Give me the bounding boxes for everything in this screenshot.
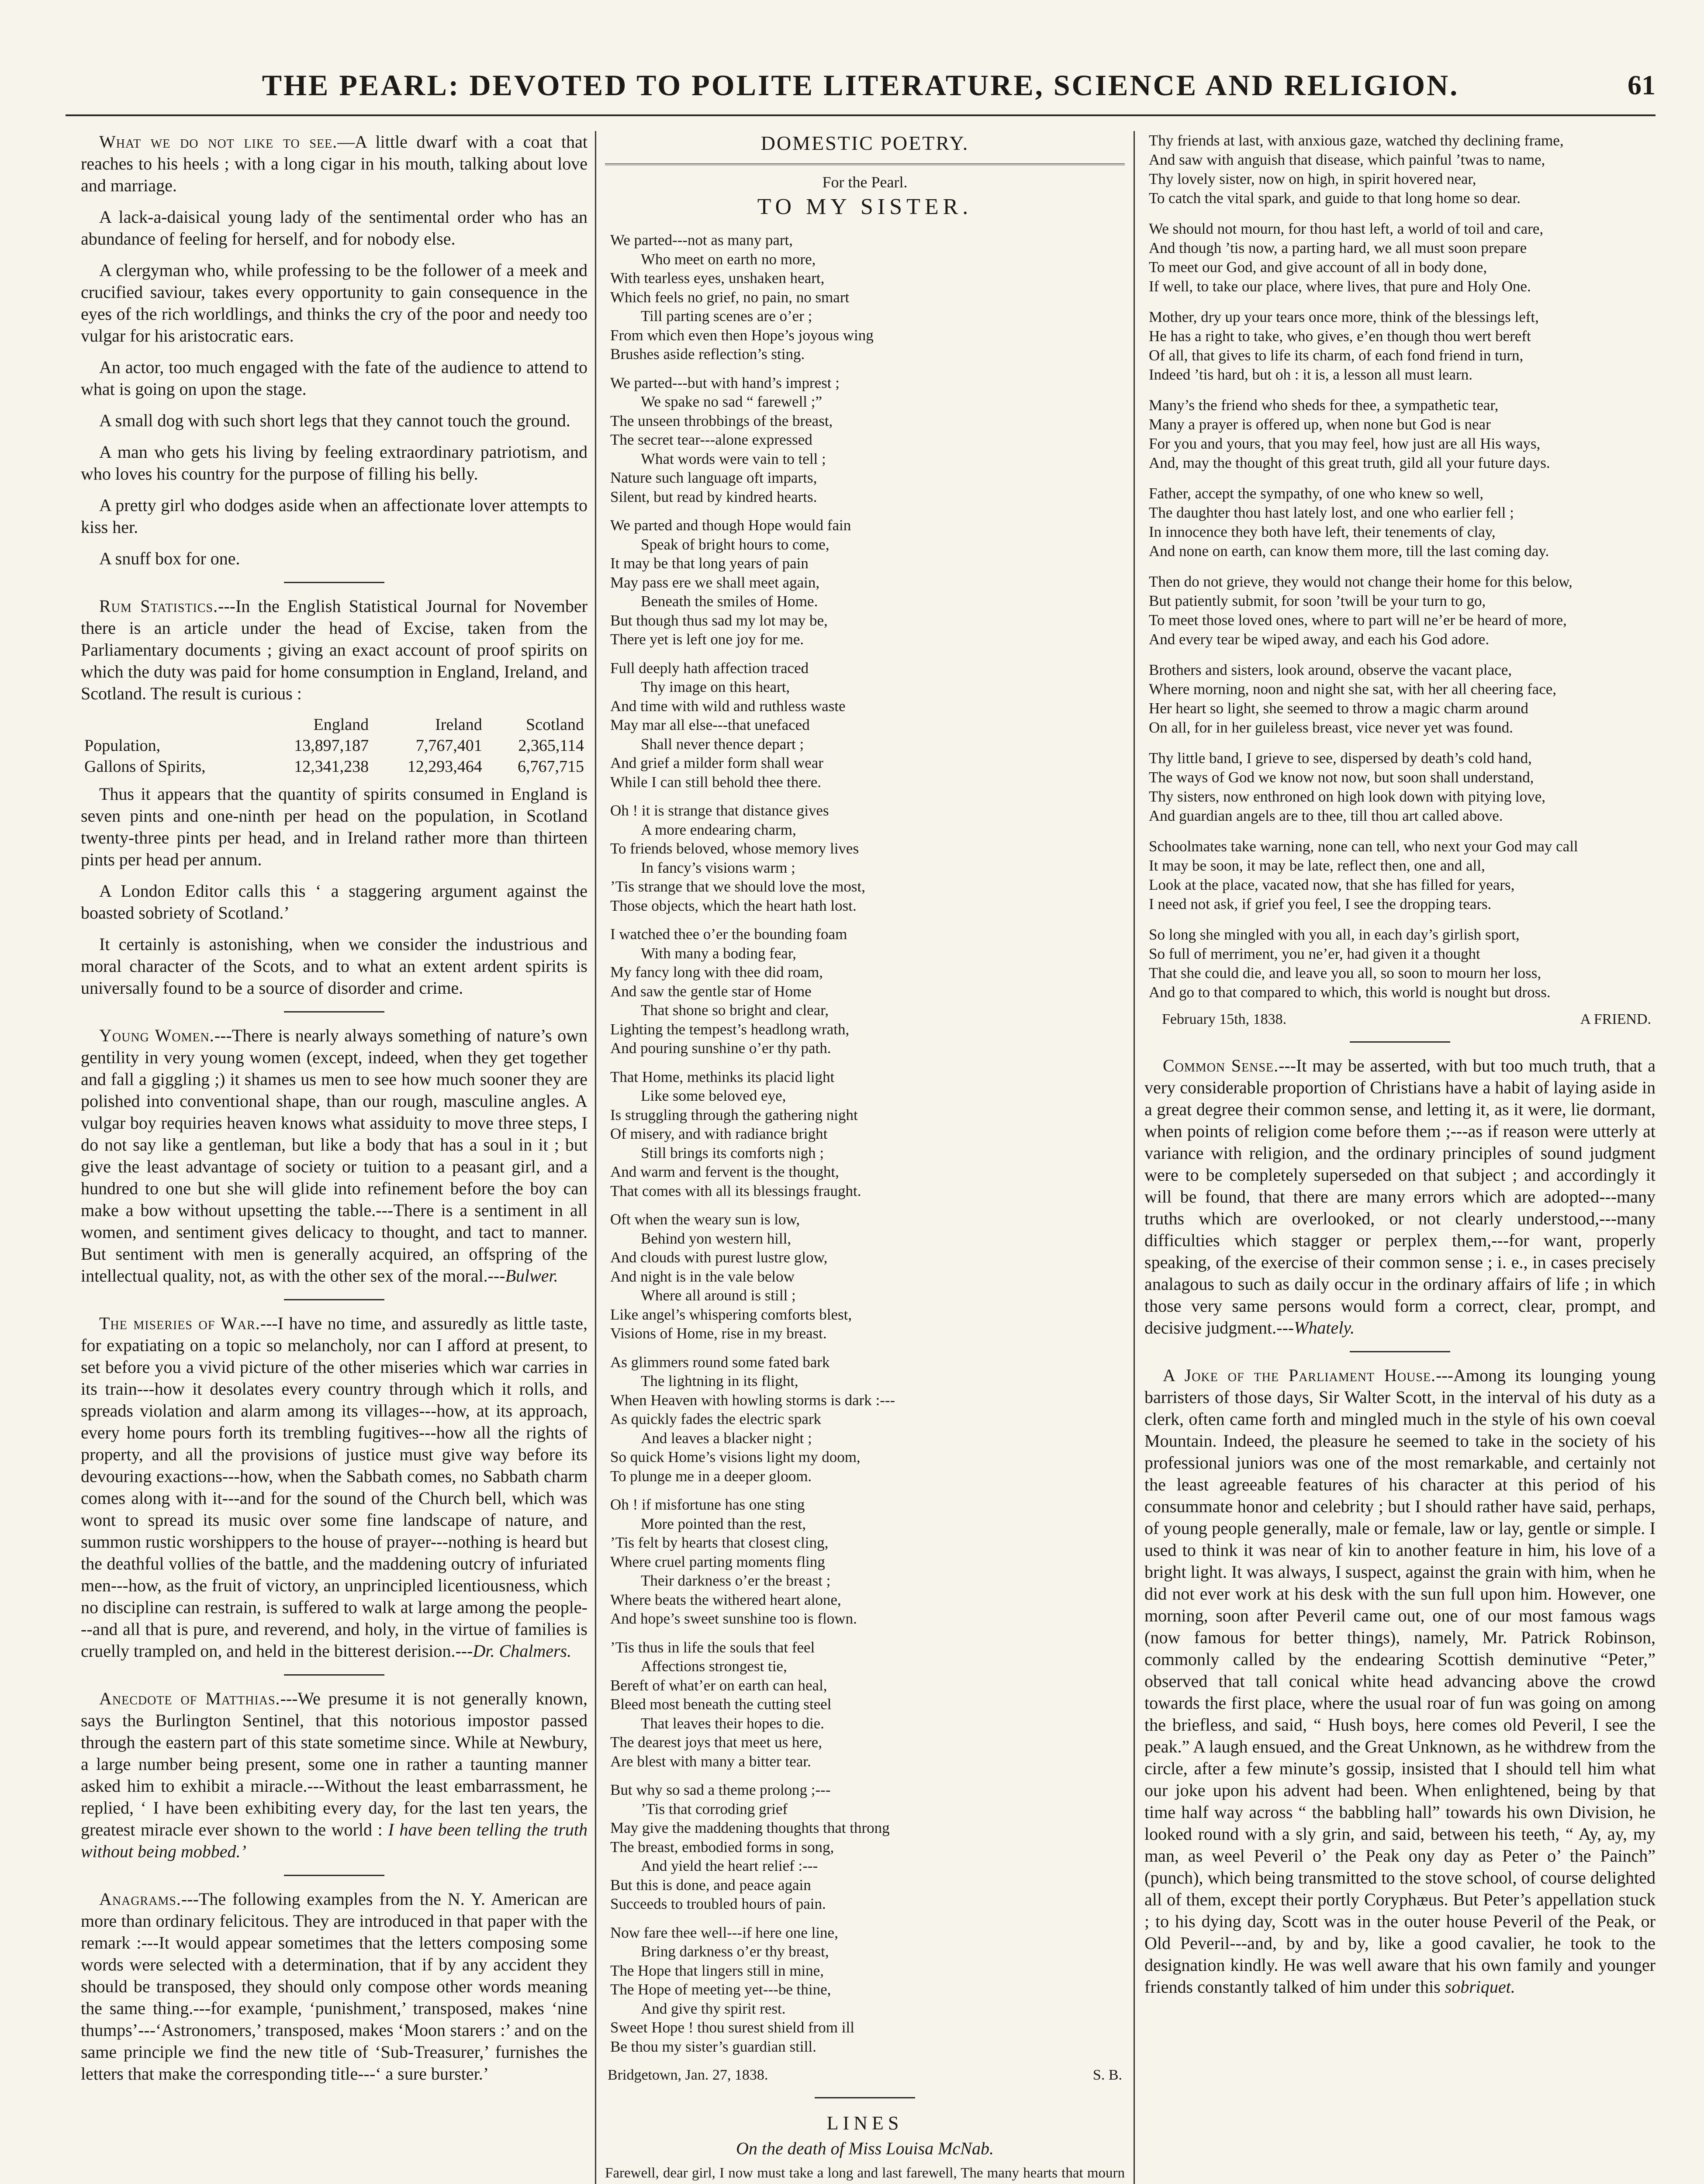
poem-line: And clouds with purest lustre glow, [610, 1249, 828, 1266]
poem-line: So quick Home’s visions light my doom, [610, 1448, 861, 1465]
poem-line: Thy friends at last, with anxious gaze, watched thy declining frame, [1149, 132, 1564, 149]
poem-line: While I can still behold thee there. [610, 773, 822, 791]
table-row [81, 735, 588, 756]
poem-line: Many a prayer is offered up, when none but God is near [1149, 416, 1491, 433]
poem-line: The lightning in its flight, [641, 1372, 798, 1389]
article-text: ---I have no time, and assuredly as little taste, for expatiating on a topic so melancholy, nor can I afford at present, to set before you a vivid picture of the other miseries which war carries in its train---how it desolates every country through which it rolls, and spreads violation and alarm among its villages---how, at its approach, every home pours forth its trembling fugitives---how all the rights of property, and all the provisions of justice must give way before its devouring exactions---how, when the Sabbath comes, no Sabbath charm comes along with it---and for the sound of the Church bell, which was wont to spread its music over some fine landscape of nature, and summon rustic worshippers to the house of prayer---nothing is heard but the deathful vollies of the battle, and the maddening outcry of infuriated men---how, as the fruit of victory, an unprincipled licentiousness, which no discipline can restrain, is suffered to walk at large among the people---and all that is pure, and reverend, and holy, in the virtue of families is cruelly trampled on, and held in the bitterest derision.--- [81, 1313, 588, 1661]
poem-line: For you and yours, that you may feel, how just are all His ways, [1149, 435, 1541, 452]
poem-line: ’Tis that corroding grief [641, 1800, 788, 1818]
poem-line: May pass ere we shall meet again, [610, 574, 820, 591]
article-text: A London Editor calls this ‘ a staggering argument against the boasted sobriety of Scotland.’ [81, 881, 588, 923]
article-text: A man who gets his living by feeling extraordinary patriotism, and who loves his country for the purpose of filling his belly. [81, 442, 588, 484]
poem-line: Affections strongest tie, [641, 1658, 787, 1675]
poem-line: The daughter thou hast lately lost, and one who earlier fell ; [1149, 504, 1514, 521]
article-text: A small dog with such short legs that they cannot touch the ground. [99, 411, 570, 430]
poem-stanza [1149, 925, 1656, 1002]
poem-line: Schoolmates take warning, none can tell, who next your God may call [1149, 838, 1578, 855]
poem-stanza [610, 516, 1125, 649]
poem-title: TO MY SISTER. [757, 194, 973, 219]
poem-line: Bleed most beneath the cutting steel [610, 1696, 832, 1713]
poem-line: As glimmers round some fated bark [610, 1353, 830, 1371]
poem-line: The secret tear---alone expressed [610, 431, 812, 448]
poem-line: Nature such language oft imparts, [610, 469, 817, 486]
article-text: A snuff box for one. [99, 549, 240, 568]
poem-stanza [610, 1353, 1125, 1486]
table-cell: 7,767,401 [415, 736, 482, 755]
poem-line: It may be that long years of pain [610, 555, 809, 572]
poem-line: That she could die, and leave you all, so soon to mourn her loss, [1149, 964, 1542, 981]
poem-line: We spake no sad “ farewell ;” [641, 393, 823, 410]
article-lead: Rum Statistics. [99, 596, 218, 616]
article-lead: What we do not like to see. [99, 132, 338, 152]
poem-stanza [610, 659, 1125, 792]
poem-stanza [1149, 572, 1656, 649]
column-left [81, 131, 588, 2184]
article-lead: The miseries of War. [99, 1313, 260, 1333]
poem-line: It may be soon, it may be late, reflect then, one and all, [1149, 857, 1485, 874]
poem-line: That Home, methinks its placid light [610, 1068, 835, 1085]
poem-line: Beneath the smiles of Home. [641, 593, 818, 610]
poem-body [605, 231, 1125, 2056]
poem-line: And grief a milder form shall wear [610, 754, 823, 771]
poem-line: And every tear be wiped away, and each his God adore. [1149, 631, 1490, 648]
article-text: Thus it appears that the quantity of spirits consumed in England is seven pints and one-ninth per head on the population, in Scotland twenty-three pints per head, and in Ireland rather more than thirteen pints per head per annum. [81, 784, 588, 869]
poem-line: Where morning, noon and night she sat, with her all cheering face, [1149, 681, 1557, 698]
poem-line: So long she mingled with you all, in each day’s girlish sport, [1149, 926, 1520, 943]
poem-line: From which even then Hope’s joyous wing [610, 326, 874, 344]
lines-subheading: On the death of Miss Louisa McNab. [736, 2139, 994, 2158]
article-text: ---In the English Statistical Journal for November there is an article under the head of Excise, taken from the Parliamentary documents ; giving an exact account of proof spirits on which the duty was paid for home consumption in England, Ireland, and Scotland. The result is curious : [81, 596, 588, 703]
article-separator [284, 582, 384, 583]
article-lead: Young Women. [99, 1026, 214, 1045]
poem-stanza [610, 231, 1125, 364]
poem-line: The dearest joys that meet us here, [610, 1734, 822, 1751]
poem-line: That shone so bright and clear, [641, 1002, 829, 1019]
article-lead: A Joke of the Parliament House. [1163, 1365, 1436, 1385]
article-author: Bulwer. [505, 1266, 558, 1286]
article-miseries-of-war [81, 1313, 588, 1662]
poem-line: Which feels no grief, no pain, no smart [610, 288, 850, 306]
column-rule [1134, 131, 1135, 2184]
poem-line: In innocence they both have left, their tenements of clay, [1149, 523, 1496, 540]
poem-line: Speak of bright hours to come, [641, 536, 830, 553]
poem-line: Shall never thence depart ; [641, 735, 804, 753]
poem-line: May give the maddening thoughts that throng [610, 1819, 890, 1836]
poem-line: The unseen throbbings of the breast, [610, 412, 833, 429]
table-cell: 6,767,715 [518, 757, 584, 776]
poem-line: To meet those loved ones, where to part will ne’er be heard of more, [1149, 612, 1567, 629]
article-text: ---We presume it is not generally known, says the Burlington Sentinel, that this notorious impostor passed through the eastern part of this state sometime since. While at Newbury, a large number being present, some one in rather a taunting manner asked him to exhibit a miracle.---Without the least embarrassment, he replied, ‘ I have been exhibiting every day, for the last ten years, the greatest miracle ever shown to the world : [81, 1689, 588, 1839]
poem-line: In fancy’s visions warm ; [641, 859, 795, 876]
poem-line: And saw with anguish that disease, which painful ’twas to name, [1149, 151, 1545, 168]
article-text: An actor, too much engaged with the fate of the audience to attend to what is going on upon the stage. [81, 357, 588, 399]
page-number: 61 [1628, 69, 1656, 100]
poem-line: We should not mourn, for thou hast left, a world of toil and care, [1149, 220, 1544, 237]
poem-line: Where cruel parting moments fling [610, 1553, 825, 1570]
poem-line: And yield the heart relief :--- [641, 1857, 818, 1874]
article-text: ---The following examples from the N. Y. American are more than ordinary felicitous. They are introduced in that paper with the remark :---It would appear sometimes that the letters composing some words were selected with a determination, that if by any accident they should be transposed, they should only compose other words meaning the same thing.---for example, ‘punishment,’ transposed, makes ‘nine thumps’---‘Astronomers,’ transposed, makes ‘Moon starers :’ and on the same principle we find the new title of ‘Sub-Treasurer,’ furnishes the letters that make the corresponding title---‘ a sure burster.’ [81, 1889, 588, 2084]
poem-line: Oft when the weary sun is low, [610, 1211, 800, 1228]
article-what-we-do-not-like: What we do not like to see.—A little dwarf with a coat that reaches to his heels ; with a long cigar in his mouth, talking about love and marriage. A lack-a-daisical young lady of the sentimental order who has an abundance of feeling for herself, and for nobody else. A clergyman who, while professing to be the follower of a meek and crucified saviour, takes every opportunity to gain consequence in the eyes of the rich worldlings, and thinks the cry of the poor and needy too vulgar for his aristocratic ears. An actor, too much engaged with the fate of the audience to attend to what is going on upon the stage. A small dog with such short legs that they cannot touch the ground. A man who gets his living by feeling extraordinary patriotism, and who loves his country for the purpose of filling his belly. A pretty girl who dodges aside when an affectionate lover attempts to kiss her. A snuff box for one. [81, 131, 588, 570]
poem-stanza [1149, 396, 1656, 473]
table-column-header: Scotland [526, 715, 584, 734]
masthead-rule [66, 114, 1656, 116]
poem-line: Of misery, and with radiance bright [610, 1125, 828, 1142]
poem-line: The Hope of meeting yet---be thine, [610, 1981, 831, 1998]
poem-line: Brushes aside reflection’s sting. [610, 346, 805, 363]
poem-line: Where all around is still ; [641, 1287, 796, 1304]
lines-heading: LINES [826, 2112, 903, 2134]
poem-line: Now fare thee well---if here one line, [610, 1924, 838, 1941]
poem-line: Her heart so light, she seemed to throw a magic charm around [1149, 700, 1528, 717]
poem-stanza [610, 1780, 1125, 1914]
poem-line: There yet is left one joy for me. [610, 631, 804, 648]
signoff-name: A FRIEND. [1580, 1011, 1651, 1027]
poem-line: And give thy spirit rest. [641, 2000, 786, 2017]
poem-line: We parted---not as many part, [610, 232, 793, 249]
poem-line: And guardian angels are to thee, till thou art called above. [1149, 807, 1503, 824]
poem-line: I need not ask, if grief you feel, I see the dropping tears. [1149, 895, 1492, 912]
poem-line: Bring darkness o’er thy breast, [641, 1943, 829, 1960]
signoff-initials: S. B. [1092, 2067, 1122, 2083]
table-cell: 12,341,238 [294, 757, 369, 776]
poem-line: More pointed than the rest, [641, 1515, 806, 1532]
poem-line: When Heaven with howling storms is dark :--- [610, 1391, 895, 1409]
article-tail: sobriquet. [1445, 1977, 1515, 1997]
article-author: Whately. [1294, 1318, 1355, 1337]
poem-stanza [1149, 660, 1656, 737]
poem-stanza [1149, 484, 1656, 561]
poem-stanza [610, 1923, 1125, 2056]
poem-line: Their darkness o’er the breast ; [641, 1572, 831, 1589]
article-text: It certainly is astonishing, when we consider the industrious and moral character of the Scots, and to what an extent ardent spirits is universally found to be a source of disorder and crime. [81, 934, 588, 998]
table-column-header: England [313, 715, 369, 734]
poem-line: What words were vain to tell ; [641, 450, 826, 467]
poem-signoff [1162, 1010, 1651, 1029]
poem-stanza [610, 1495, 1125, 1628]
poem-continuation [1144, 131, 1656, 1002]
article-rum-statistics [81, 595, 588, 999]
poem-line: To meet our God, and give account of all in body done, [1149, 259, 1487, 276]
poem-line: And, may the thought of this great truth, gild all your future days. [1149, 454, 1550, 471]
poem-line: And go to that compared to which, this world is nought but dross. [1149, 984, 1551, 1001]
poem-line: If well, to take our place, where lives, that pure and Holy One. [1149, 278, 1531, 295]
poem-line: Be thou my sister’s guardian still. [610, 2038, 816, 2055]
article-common-sense [1144, 1055, 1656, 1339]
article-lead: Common Sense. [1163, 1056, 1279, 1075]
poem-dedication: For the Pearl. [822, 173, 908, 191]
poem-line: Lighting the tempest’s headlong wrath, [610, 1020, 850, 1038]
poem-line: He has a right to take, who gives, e’en though thou wert bereft [1149, 328, 1531, 345]
lines-opening-stanza: Farewell, dear girl, I now must take a long and last farewell, The many hearts that mourn [605, 2165, 1125, 2181]
poem-stanza [1149, 749, 1656, 826]
poem-line: And hope’s sweet sunshine too is flown. [610, 1610, 857, 1627]
poem-line: On all, for in her guileless breast, vice never yet was found. [1149, 719, 1513, 736]
poem-line: That comes with all its blessings fraught. [610, 1182, 861, 1199]
article-author: Dr. Chalmers. [473, 1641, 572, 1661]
article-lead: Anagrams. [99, 1889, 181, 1909]
poem-line: And time with wild and ruthless waste [610, 697, 846, 715]
poem-line: But this is done, and peace again [610, 1876, 811, 1894]
article-separator [1350, 1351, 1450, 1352]
poem-line: Many’s the friend who sheds for thee, a sympathetic tear, [1149, 397, 1499, 414]
poem-line: And none on earth, can know them more, till the last coming day. [1149, 543, 1549, 560]
table-cell: 2,365,114 [518, 736, 584, 755]
article-text: A lack-a-daisical young lady of the sentimental order who has an abundance of feeling for herself, and for nobody else. [81, 207, 588, 249]
poem-line: My fancy long with thee did roam, [610, 964, 823, 981]
article-parliament-joke [1144, 1365, 1656, 1998]
poem-line: Still brings its comforts nigh ; [641, 1144, 824, 1161]
poem-line: Succeeds to troubled hours of pain. [610, 1895, 826, 1912]
poem-line: Who meet on earth no more, [641, 250, 816, 268]
table-cell: 13,897,187 [294, 736, 369, 755]
poem-line: Are blest with many a bitter tear. [610, 1752, 811, 1770]
poem-line: But patiently submit, for soon ’twill be your turn to go, [1149, 592, 1486, 609]
article-text: ---Among its lounging young barristers of those days, Sir Walter Scott, in the interval of his duty as a clerk, often came forth and mingled much in the style of his own coeval Mountain. Indeed, the pleasure he seemed to take in the society of his professional juniors was one of the most remarkable, and certainly not the least agreeable features of his character at this period of his consummate honor and celebrity ; but I should rather have said, perhaps, of young people generally, male or female, law or lay, gentle or simple. I used to think it was near of kin to another feature in him, his love of a bright light. It was always, I suspect, against the grain with him, when he did not ever work at his desk with the sun full upon him. However, one morning, soon after Peveril came out, one of our most famous wags (now famous for better things), namely, Mr. Patrick Robinson, commonly called by the endearing Scottish deminutive “Peter,” observed that tall conical white head advancing above the crowd towards the first place, where the usual roar of fun was going on among the briefless, and said, “ Hush boys, here comes old Peveril, I see the peak.” A laugh ensued, and the Great Unknown, as he withdrew from the circle, after a few minute’s gossip, insisted that I should tell him what our joke upon his advent had been. When enlightened, being by that time half way across “ the babbling hall” towards his own Division, he looked round with a sly grin, and said, between his teeth, “ Ay, ay, my man, as weel Peveril o’ the Peak ony day as Peter o’ the Painch” (punch), which being transmitted to the stove school, of course delighted all of them, except their portly Coryphæus. But Peter’s appellation stuck ; to his dying day, Scott was in the outer house Peveril of the Peak, or Old Peveril---and, by and by, like a good cavalier, he took to the designation kindly. He was well aware that his own family and younger friends constantly talked of him under this [1144, 1365, 1656, 1997]
table-column-header: Ireland [435, 715, 482, 734]
masthead [66, 66, 1656, 118]
poem-line: May mar all else---that unefaced [610, 716, 810, 733]
table-row [81, 756, 588, 777]
poem-line: But why so sad a theme prolong ;--- [610, 1781, 831, 1798]
column-right [1144, 131, 1656, 2184]
statistics-table [81, 714, 588, 777]
poem-line: To plunge me in a deeper gloom. [610, 1467, 812, 1485]
poem-line: That leaves their hopes to die. [641, 1714, 824, 1732]
section-rule [605, 163, 1125, 165]
article-quote: I have been telling the truth without being mobbed.’ [81, 1820, 588, 1861]
poem-line: We parted---but with hand’s imprest ; [610, 374, 840, 391]
poem-line: Full deeply hath affection traced [610, 659, 809, 677]
poem-line: The ways of God we know not now, but soon shall understand, [1149, 769, 1534, 786]
article-separator [284, 1875, 384, 1876]
poem-line: But though thus sad my lot may be, [610, 612, 828, 629]
poem-line: And leaves a blacker night ; [641, 1429, 812, 1447]
poem-stanza [610, 373, 1125, 507]
poem-line: To catch the vital spark, and guide to that long home so dear. [1149, 190, 1521, 207]
poem-line: The breast, embodied forms in song, [610, 1838, 834, 1856]
poem-line: ’Tis felt by hearts that closest cling, [610, 1534, 829, 1551]
poem-stanza [610, 1210, 1125, 1343]
poem-line: I watched thee o’er the bounding foam [610, 926, 847, 943]
article-anecdote [81, 1688, 588, 1863]
poem-stanza [610, 1638, 1125, 1771]
poem-line: Oh ! if misfortune has one sting [610, 1496, 805, 1513]
poem-stanza [1149, 219, 1656, 296]
poem-line: Where beats the withered heart alone, [610, 1591, 841, 1608]
poem-line: Those objects, which the heart hath lost. [610, 897, 857, 914]
poem-line: Father, accept the sympathy, of one who knew so well, [1149, 485, 1484, 502]
poem-line: Like some beloved eye, [641, 1087, 786, 1104]
poem-line: Like angel’s whispering comforts blest, [610, 1306, 852, 1323]
poem-line: With tearless eyes, unshaken heart, [610, 270, 825, 287]
poem-line: Of all, that gives to life its charm, of each fond friend in turn, [1149, 347, 1524, 364]
article-young-women [81, 1025, 588, 1287]
poem-line: Thy sisters, now enthroned on high look down with pitying love, [1149, 788, 1545, 805]
table-cell: 12,293,464 [407, 757, 482, 776]
poem-line: Look at the place, vacated now, that she has filled for years, [1149, 876, 1515, 893]
masthead-title: THE PEARL: DEVOTED TO POLITE LITERATURE, SCIENCE AND RELIGION. [262, 69, 1459, 102]
poem-signoff [608, 2066, 1122, 2085]
poem-line: A more endearing charm, [641, 821, 796, 838]
poem-line: As quickly fades the electric spark [610, 1410, 822, 1427]
article-separator [815, 2097, 915, 2098]
column-middle [605, 131, 1125, 2184]
signoff-date: February 15th, 1838. [1162, 1011, 1287, 1027]
poem-line: With many a boding fear, [641, 944, 796, 962]
article-anagrams [81, 1888, 588, 2085]
article-text: ---It may be asserted, with but too much truth, that a very considerable proportion of Christians have a habit of laying aside in a great degree their common sense, and letting it, as it were, lie dormant, when points of religion come before them ;---as if reason were utterly at variance with religion, and the ordinary principles of sound judgment were to be completely superseded on that subject ; and accordingly it will be found, that there are many errors which are adopted---many truths which are overlooked, or not clearly understood,---many difficulties which stagger or perplex them,---for want, properly speaking, of the exercise of their common sense ; i. e., in cases precisely analagous to such as daily occur in the ordinary affairs of life ; in which those very same persons would form a correct, clear, prompt, and decisive judgment.--- [1144, 1056, 1656, 1337]
article-text: A little dwarf with a coat that reaches to his heels ; with a long cigar in his mouth, talking about love and marriage. [81, 132, 588, 195]
poem-line: Then do not grieve, they would not change their home for this below, [1149, 573, 1573, 590]
poem-line: Behind yon western hill, [641, 1230, 792, 1247]
poem-line: ’Tis strange that we should love the most, [610, 878, 865, 895]
poem-line: To friends beloved, whose memory lives [610, 840, 859, 857]
article-text: A pretty girl who dodges aside when an affectionate lover attempts to kiss her. [81, 495, 588, 537]
poem-line: The Hope that lingers still in mine, [610, 1962, 824, 1979]
section-heading: DOMESTIC POETRY. [760, 132, 969, 154]
poem-stanza [1149, 837, 1656, 914]
poem-line: Sweet Hope ! thou surest shield from ill [610, 2019, 854, 2036]
article-separator [284, 1674, 384, 1676]
article-separator [284, 1299, 384, 1300]
table-row-label: Gallons of Spirits, [84, 757, 206, 776]
column-rule [595, 131, 596, 2184]
poem-line: We parted and though Hope would fain [610, 517, 851, 534]
poem-line: Till parting scenes are o’er ; [641, 308, 812, 325]
poem-stanza [610, 1068, 1125, 1201]
article-lead: Anecdote of Matthias. [99, 1689, 280, 1708]
poem-line: Visions of Home, rise in my breast. [610, 1325, 827, 1342]
poem-line: Is struggling through the gathering night [610, 1106, 858, 1123]
poem-line: And warm and fervent is the thought, [610, 1163, 839, 1180]
poem-line: So full of merriment, you ne’er, had given it a thought [1149, 945, 1480, 962]
poem-line: Indeed ’tis hard, but oh : it is, a lesson all must learn. [1149, 366, 1473, 383]
poem-line: Thy lovely sister, now on high, in spirit hovered near, [1149, 170, 1476, 187]
poem-line: Brothers and sisters, look around, observe the vacant place, [1149, 661, 1512, 678]
poem-line: Thy little band, I grieve to see, dispersed by death’s cold hand, [1149, 750, 1532, 767]
signoff-place-date: Bridgetown, Jan. 27, 1838. [608, 2067, 768, 2083]
poem-line: Oh ! it is strange that distance gives [610, 802, 829, 819]
table-row-label: Population, [84, 736, 161, 755]
poem-line: And though ’tis now, a parting hard, we all must soon prepare [1149, 239, 1527, 256]
article-text: ---There is nearly always something of nature’s own gentility in very young women (except, indeed, when they get together and fall a giggling ;) it shames us men to see how much sooner they are polished into conventional shape, than our rough, masculine angles. A vulgar boy requiries heaven knows what assiduity to move three steps, I do not say like a gentleman, but like a body that has a soul in it ; but give the least advantage of society or tuition to a peasant girl, and a hundred to one but she will glide into refinement before the boy can make a bow without upsetting the table.---There is a sentiment in all women, and sentiment gives delicacy to thought, and tact to manner. But sentiment with men is generally acquired, an offspring of the intellectual quality, not, as with the other sex of the moral.--- [81, 1026, 588, 1286]
poem-line: And saw the gentle star of Home [610, 982, 812, 1000]
poem-line: Silent, but read by kindred hearts. [610, 488, 817, 505]
poem-line: Mother, dry up your tears once more, think of the blessings left, [1149, 308, 1539, 325]
poem-stanza [1149, 308, 1656, 384]
poem-line: Thy image on this heart, [641, 678, 790, 695]
poem-line: And night is in the vale below [610, 1268, 795, 1285]
poem-stanza [610, 801, 1125, 915]
poem-line: Bereft of what’er on earth can heal, [610, 1676, 827, 1694]
article-separator [284, 1011, 384, 1013]
article-text: A clergyman who, while professing to be the follower of a meek and crucified saviour, takes every opportunity to gain consequence in the eyes of the rich worldlings, and thinks the cry of the poor and needy too vulgar for his aristocratic ears. [81, 260, 588, 346]
poem-stanza [1149, 131, 1656, 208]
poem-line: ’Tis thus in life the souls that feel [610, 1638, 815, 1656]
poem-line: And pouring sunshine o’er thy path. [610, 1040, 831, 1057]
article-separator [1350, 1041, 1450, 1043]
poem-stanza [610, 925, 1125, 1058]
